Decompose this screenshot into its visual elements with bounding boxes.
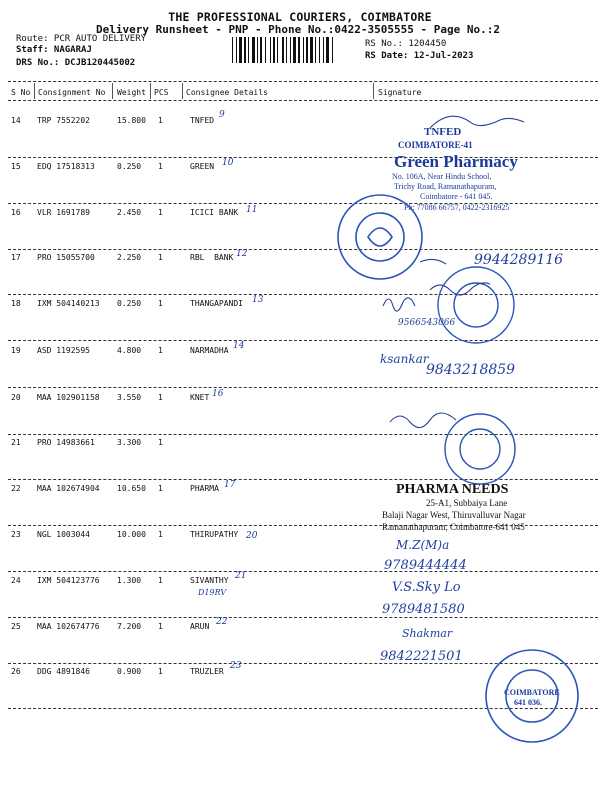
row-handwritten-number: 13 bbox=[252, 295, 264, 305]
row-handwritten-number: 10 bbox=[222, 158, 234, 168]
row-handwritten-number: 16 bbox=[212, 389, 224, 399]
row-consignment: VLR 1691789 bbox=[37, 208, 90, 217]
drs-number: DRS No.: DCJB120445002 bbox=[16, 58, 136, 68]
handwritten-note: D19RV bbox=[198, 588, 227, 597]
row-handwritten-number: 11 bbox=[246, 205, 258, 215]
row-pcs: 1 bbox=[158, 162, 163, 171]
row-weight: 0.900 bbox=[117, 667, 142, 676]
row-consignment: ASD 1192595 bbox=[37, 346, 90, 355]
signature-phone: 9842221501 bbox=[380, 649, 463, 664]
row-consignee: THANGAPANDI bbox=[190, 299, 243, 308]
row-consignment: MAA 102674776 bbox=[37, 622, 100, 631]
truzler-stamp-city: COIMBATORE bbox=[504, 688, 560, 697]
row-consignee: ARUN bbox=[190, 622, 210, 631]
row-weight: 3.550 bbox=[117, 393, 142, 402]
signature-phone: 9944289116 bbox=[474, 252, 564, 268]
signature-name: Shakmar bbox=[402, 627, 453, 640]
row-sno: 15 bbox=[11, 162, 21, 171]
row-sno: 26 bbox=[11, 667, 21, 676]
row-pcs: 1 bbox=[158, 208, 163, 217]
row-pcs: 1 bbox=[158, 576, 163, 585]
row-consignment: MAA 102901158 bbox=[37, 393, 100, 402]
row-weight: 1.300 bbox=[117, 576, 142, 585]
row-consignment: IXM 504140213 bbox=[37, 299, 100, 308]
row-sno: 22 bbox=[11, 484, 21, 493]
row-sno: 25 bbox=[11, 622, 21, 631]
pharma-needs-address: Balaji Nagar West, Thiruvalluvar Nagar bbox=[382, 510, 526, 520]
row-sno: 17 bbox=[11, 253, 21, 262]
staff-label: Staff: NAGARAJ bbox=[16, 45, 92, 55]
signature-phone: 9789444444 bbox=[384, 558, 467, 573]
row-handwritten-number: 20 bbox=[246, 531, 258, 541]
row-pcs: 1 bbox=[158, 484, 163, 493]
row-pcs: 1 bbox=[158, 253, 163, 262]
row-sno: 18 bbox=[11, 299, 21, 308]
company-title: THE PROFESSIONAL COURIERS, COIMBATORE bbox=[168, 10, 432, 24]
signature-name: V.S.Sky Lo bbox=[392, 580, 461, 595]
green-pharmacy-address: No. 106A, Near Hindu School, bbox=[392, 172, 492, 181]
row-consignment: PRO 15055700 bbox=[37, 253, 95, 262]
signature-name: M.Z(M)a bbox=[396, 538, 450, 552]
col-weight: Weight bbox=[117, 88, 146, 97]
row-consignee: ICICI BANK bbox=[190, 208, 239, 217]
row-consignment: PRO 14983661 bbox=[37, 438, 95, 447]
row-pcs: 1 bbox=[158, 438, 163, 447]
row-handwritten-number: 23 bbox=[230, 661, 242, 671]
row-weight: 15.800 bbox=[117, 116, 146, 125]
row-handwritten-number: 22 bbox=[216, 617, 228, 627]
row-consignee: PHARMA bbox=[190, 484, 219, 493]
green-pharmacy-address: Trichy Road, Ramanathapuram, bbox=[394, 182, 497, 191]
signature-phone: 9566543066 bbox=[398, 318, 456, 328]
row-pcs: 1 bbox=[158, 530, 163, 539]
row-pcs: 1 bbox=[158, 299, 163, 308]
icici-bank-seal bbox=[338, 195, 422, 279]
row-consignee: THIRUPATHY bbox=[190, 530, 239, 539]
signature-phone: 9843218859 bbox=[426, 362, 516, 378]
row-weight: 0.250 bbox=[117, 299, 142, 308]
rs-number: RS No.: 1204450 bbox=[365, 39, 447, 49]
row-pcs: 1 bbox=[158, 393, 163, 402]
row-weight: 0.250 bbox=[117, 162, 142, 171]
row-sno: 19 bbox=[11, 346, 21, 355]
green-pharmacy-stamp: Green Pharmacy bbox=[394, 152, 518, 171]
row-pcs: 1 bbox=[158, 116, 163, 125]
row-weight: 7.200 bbox=[117, 622, 142, 631]
signature-phone: 9789481580 bbox=[382, 602, 465, 617]
row-sno: 16 bbox=[11, 208, 21, 217]
row-consignment: IXM 504123776 bbox=[37, 576, 100, 585]
signature-name: ksankar bbox=[380, 352, 429, 366]
row-consignee: RBL BANK bbox=[190, 253, 234, 262]
row-weight: 10.000 bbox=[117, 530, 146, 539]
row-handwritten-number: 17 bbox=[224, 480, 236, 490]
row-pcs: 1 bbox=[158, 667, 163, 676]
col-pcs: PCS bbox=[154, 88, 169, 97]
col-sno: S No bbox=[11, 88, 31, 97]
row-pcs: 1 bbox=[158, 622, 163, 631]
row-consignee: GREEN bbox=[190, 162, 215, 171]
runsheet-subtitle: Delivery Runsheet - PNP - Phone No.:0422-3505555 - Page No.:2 bbox=[96, 23, 500, 36]
row-consignee: TNFED bbox=[190, 116, 215, 125]
row-pcs: 1 bbox=[158, 346, 163, 355]
row-weight: 3.300 bbox=[117, 438, 142, 447]
pharma-needs-address: 25-A1, Subbaiya Lane bbox=[426, 498, 508, 508]
row-consignment: TRP 7552202 bbox=[37, 116, 90, 125]
row-sno: 21 bbox=[11, 438, 21, 447]
row-sno: 23 bbox=[11, 530, 21, 539]
row-consignee: TRUZLER bbox=[190, 667, 224, 676]
row-handwritten-number: 12 bbox=[236, 249, 248, 259]
row-weight: 2.250 bbox=[117, 253, 142, 262]
row-handwritten-number: 21 bbox=[235, 571, 247, 581]
row-consignment: NGL 1003044 bbox=[37, 530, 90, 539]
col-signature: Signature bbox=[378, 88, 422, 97]
truzler-stamp-pin: 641 036. bbox=[514, 698, 542, 707]
row-sno: 24 bbox=[11, 576, 21, 585]
col-consignment: Consignment No bbox=[38, 88, 106, 97]
truzler-seal bbox=[486, 650, 578, 742]
row-consignee: NARMADHA bbox=[190, 346, 229, 355]
row-consignment: MAA 102674904 bbox=[37, 484, 100, 493]
rbl-seal bbox=[438, 267, 514, 343]
row-handwritten-number: 14 bbox=[233, 341, 245, 351]
row-consignment: DDG 4891846 bbox=[37, 667, 90, 676]
row-sno: 14 bbox=[11, 116, 21, 125]
green-pharmacy-address: Coimbatore - 641 045. bbox=[420, 192, 493, 201]
row-weight: 4.800 bbox=[117, 346, 142, 355]
row-handwritten-number: 9 bbox=[219, 110, 225, 120]
pharma-needs-stamp: PHARMA NEEDS bbox=[396, 482, 509, 497]
rs-date: RS Date: 12-Jul-2023 bbox=[365, 51, 474, 61]
route-label: Route: PCR AUTO DELIVERY bbox=[16, 34, 147, 44]
pharma-needs-address: Ramanathapuram, Coimbatore-641 045 bbox=[382, 522, 525, 532]
row-consignee: SIVANTHY bbox=[190, 576, 229, 585]
green-pharmacy-phone: Ph: 77086 66757, 0422-2316925 bbox=[404, 203, 510, 212]
tnfed-stamp: TNFED bbox=[424, 126, 462, 138]
tnfed-stamp-city: COIMBATORE-41 bbox=[398, 140, 473, 150]
row-sno: 20 bbox=[11, 393, 21, 402]
row-consignee: KNET bbox=[190, 393, 210, 402]
row-weight: 10.650 bbox=[117, 484, 146, 493]
col-consignee: Consignee Details bbox=[186, 88, 268, 97]
knet-seal bbox=[445, 414, 515, 484]
row-weight: 2.450 bbox=[117, 208, 142, 217]
row-consignment: EDQ 17518313 bbox=[37, 162, 95, 171]
